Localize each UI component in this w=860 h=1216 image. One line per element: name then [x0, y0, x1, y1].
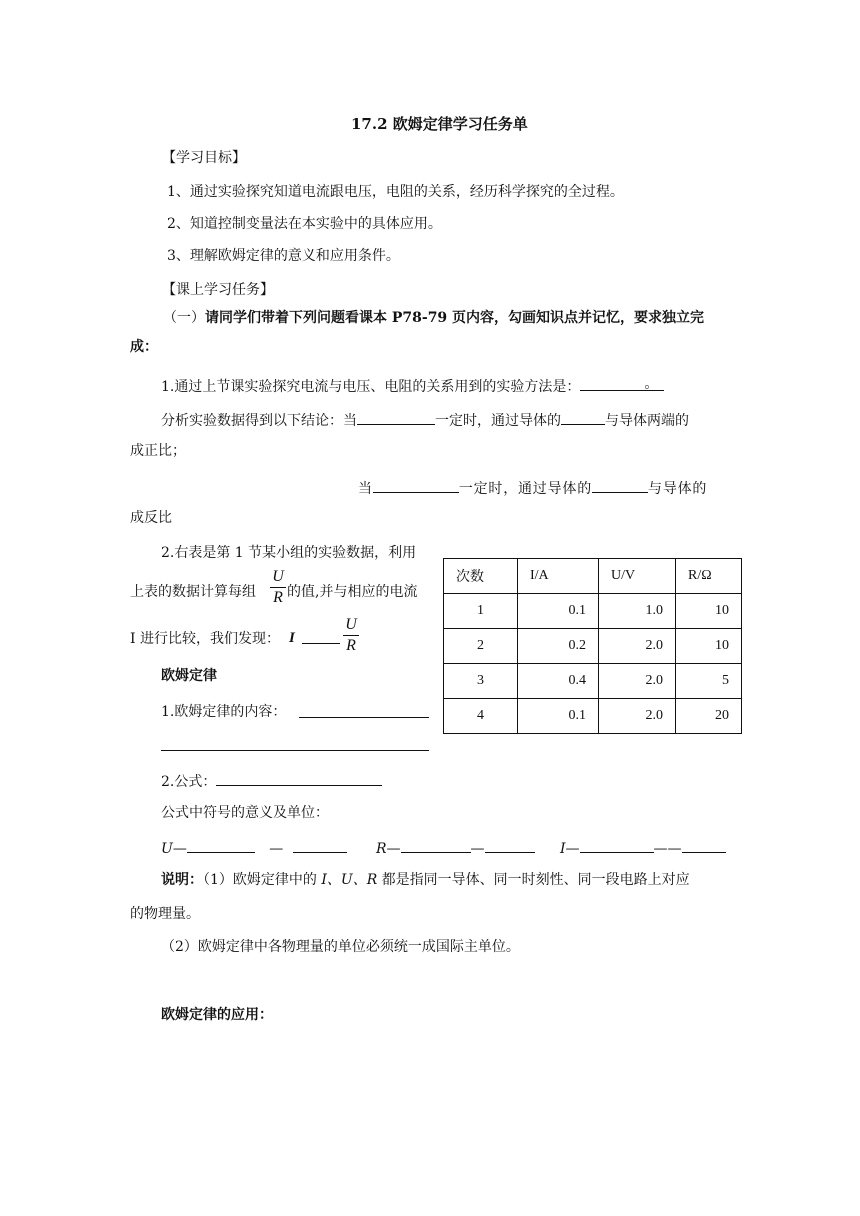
question-2-line-3: I 进行比较，我们发现：: [130, 631, 280, 647]
conclusion-text: 一定时，通过导体的: [435, 413, 561, 429]
answer-blank[interactable]: [561, 411, 605, 425]
table-header-row: [444, 559, 742, 594]
symbol-i-letter: I: [560, 841, 566, 857]
answer-blank[interactable]: [401, 839, 471, 853]
fraction-u-over-r: [343, 617, 359, 654]
symbol-u: [161, 839, 347, 856]
answer-blank[interactable]: [592, 479, 648, 493]
table-cell: 2.0: [599, 699, 676, 734]
conclusion-line-1: [161, 411, 689, 428]
table-cell: 10: [676, 629, 742, 664]
answer-blank[interactable]: [187, 839, 255, 853]
table-cell: 0.1: [518, 699, 599, 734]
fraction-u-over-r: [270, 569, 286, 606]
note-2: （2）欧姆定律中各物理量的单位必须统一成国际主单位。: [161, 939, 520, 955]
table-header-cell: U/V: [599, 559, 676, 594]
table-row: [444, 594, 742, 629]
conclusion-text: 当: [358, 481, 373, 497]
formula-label: 2.公式：: [161, 774, 217, 790]
table-cell: 0.4: [518, 664, 599, 699]
experiment-data-table: [443, 558, 742, 734]
objectives-heading: 【学习目标】: [162, 150, 246, 166]
note-variables: I、U、R: [321, 872, 378, 888]
question-2-line-1: 2.右表是第 1 节某小组的实验数据，利用: [161, 545, 417, 561]
tasks-intro-prefix: （一）: [163, 310, 205, 326]
note-label: 说明：: [161, 872, 203, 888]
conclusion-text: 与导体两端的: [605, 413, 689, 429]
ohm-heading: 欧姆定律: [161, 668, 217, 684]
conclusion-text: 分析实验数据得到以下结论：当: [161, 413, 357, 429]
table-cell: 5: [676, 664, 742, 699]
formula-line: [161, 772, 382, 789]
dash: —: [269, 841, 284, 857]
table-row: [444, 629, 742, 664]
dash: —: [172, 841, 187, 857]
answer-blank[interactable]: [580, 839, 654, 853]
symbol-u-letter: U: [161, 841, 173, 857]
answer-blank[interactable]: [216, 772, 382, 786]
note-text: 都是指同一导体、同一时刻性、同一段电路上对应: [377, 872, 690, 888]
table-cell: 4: [444, 699, 518, 734]
tasks-heading: 【课上学习任务】: [162, 282, 274, 298]
answer-blank[interactable]: [373, 479, 459, 493]
symbol-i: [560, 839, 726, 856]
tasks-intro-line1: 请同学们带着下列问题看课本 P78-79 页内容，勾画知识点并记忆，要求独立完: [205, 310, 705, 326]
conclusion-line-1-end: 成正比；: [130, 443, 186, 459]
note-1-line-2: 的物理量。: [130, 906, 200, 922]
table-cell: 2: [444, 629, 518, 664]
conclusion-line-2: [358, 479, 707, 496]
dash: —: [653, 841, 668, 857]
table-cell: 1.0: [599, 594, 676, 629]
table-header-cell: R/Ω: [676, 559, 742, 594]
note-text: （1）欧姆定律中的: [203, 872, 322, 888]
fraction-numerator: U: [345, 616, 357, 633]
application-heading: 欧姆定律的应用：: [161, 1007, 273, 1023]
tasks-intro-line2: 成：: [130, 339, 158, 355]
question-2-line-2a: 上表的数据计算每组: [130, 584, 256, 600]
table-cell: 10: [676, 594, 742, 629]
objective-item: 1、通过实验探究知道电流跟电压，电阻的关系，经历科学探究的全过程。: [167, 184, 624, 200]
table-cell: 0.1: [518, 594, 599, 629]
fraction-denominator: R: [273, 589, 283, 606]
tasks-intro: [163, 311, 704, 325]
conclusion-text: 一定时，通过导体的: [458, 481, 593, 497]
answer-blank[interactable]: [682, 839, 726, 853]
answer-blank[interactable]: [293, 839, 347, 853]
table-cell: 2.0: [599, 664, 676, 699]
dash: —: [470, 841, 485, 857]
symbol-r: [376, 839, 535, 856]
dash: —: [565, 841, 580, 857]
note-1: [161, 873, 690, 887]
dash: —: [386, 841, 401, 857]
answer-blank[interactable]: [299, 717, 429, 718]
conclusion-line-2-end: 成反比: [130, 510, 172, 526]
table-cell: 1: [444, 594, 518, 629]
current-variable: I: [289, 630, 295, 646]
question-1: [161, 377, 664, 394]
conclusion-text: 与导体的: [648, 481, 708, 497]
answer-blank[interactable]: [357, 411, 435, 425]
fraction-denominator: R: [346, 637, 356, 654]
answer-blank[interactable]: [580, 377, 664, 391]
table-header-cell: I/A: [518, 559, 599, 594]
answer-blank[interactable]: [302, 643, 340, 644]
objective-item: 3、理解欧姆定律的意义和应用条件。: [167, 248, 400, 264]
question-2-line-2b: 的值,并与相应的电流: [287, 584, 418, 600]
table-cell: 2.0: [599, 629, 676, 664]
table-cell: 3: [444, 664, 518, 699]
symbols-label: 公式中符号的意义及单位：: [161, 805, 329, 821]
dash: —: [667, 841, 682, 857]
answer-blank[interactable]: [485, 839, 535, 853]
table-row: [444, 664, 742, 699]
question-1-text: 1.通过上节课实验探究电流与电压、电阻的关系用到的实验方法是：: [161, 379, 581, 395]
page-title: 17.2 欧姆定律学习任务单: [351, 115, 528, 133]
table-cell: 20: [676, 699, 742, 734]
fraction-numerator: U: [272, 568, 284, 585]
symbol-r-letter: R: [376, 841, 387, 857]
answer-blank[interactable]: [161, 750, 429, 751]
objective-item: 2、知道控制变量法在本实验中的具体应用。: [167, 216, 442, 232]
table-cell: 0.2: [518, 629, 599, 664]
question-1-end: 。: [644, 376, 659, 392]
table-row: [444, 699, 742, 734]
table-header-cell: 次数: [444, 559, 518, 594]
ohm-content-label: 1.欧姆定律的内容：: [161, 704, 287, 720]
